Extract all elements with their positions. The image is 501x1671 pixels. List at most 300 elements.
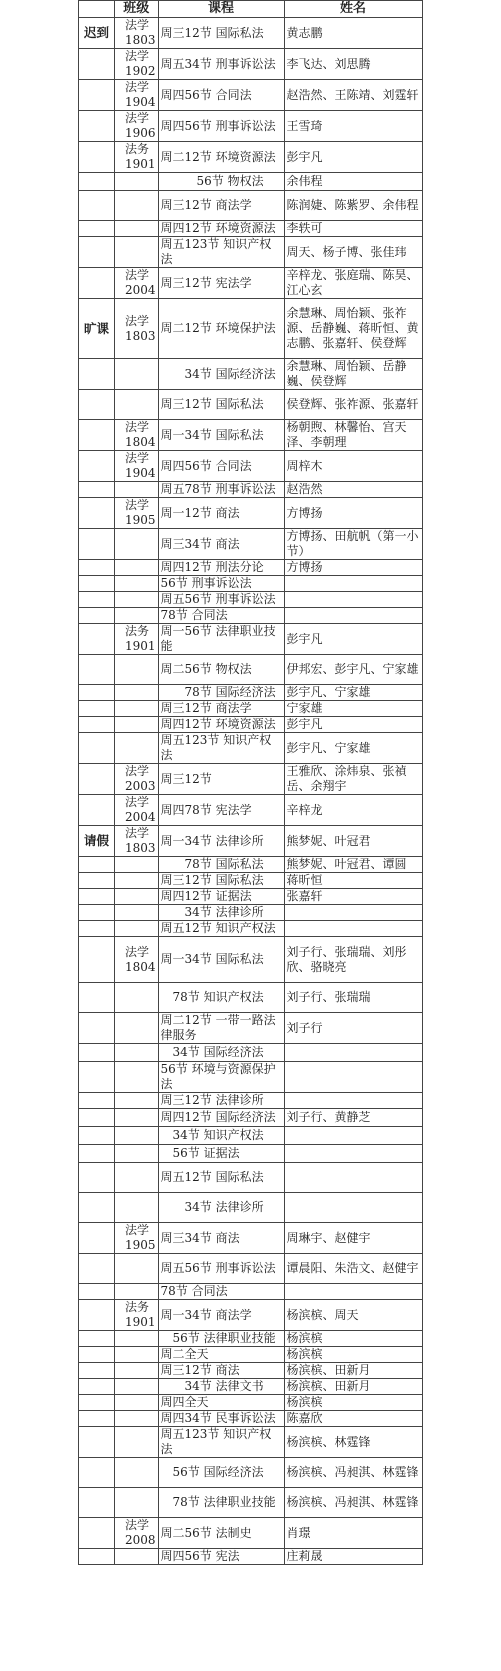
names-cell — [284, 1145, 422, 1163]
category-cell — [79, 49, 115, 80]
table-row — [79, 1223, 423, 1254]
category-cell — [79, 1062, 115, 1093]
course-cell: 34节 法律文书 — [158, 1379, 284, 1395]
class-cell — [115, 1127, 159, 1145]
table-row — [79, 1395, 423, 1411]
names-cell: 刘子行、张瑞瑞、刘彤欣、骆晓亮 — [284, 937, 422, 983]
class-cell: 法学1905 — [115, 1223, 159, 1254]
category-cell — [79, 268, 115, 299]
class-cell: 法务1901 — [115, 624, 159, 655]
course-cell: 周四56节 合同法 — [158, 80, 284, 111]
names-cell: 杨滨槟、林霆锋 — [284, 1427, 422, 1458]
course-cell: 周五78节 刑事诉讼法 — [158, 482, 284, 498]
names-cell: 庄莉晟 — [284, 1549, 422, 1565]
names-cell — [284, 1044, 422, 1062]
names-cell: 方博扬 — [284, 560, 422, 576]
names-cell: 余慧琳、周怡颖、张祚源、岳静巍、蒋昕恒、黄志鹏、张嘉轩、侯登辉 — [284, 299, 422, 359]
category-cell — [79, 937, 115, 983]
table-row — [79, 142, 423, 173]
category-cell — [79, 576, 115, 592]
class-cell — [115, 482, 159, 498]
category-cell — [79, 592, 115, 608]
course-cell: 56节 法律职业技能 — [158, 1331, 284, 1347]
category-cell: 迟到 — [79, 18, 115, 49]
table-row — [79, 268, 423, 299]
class-cell: 法学1803 — [115, 18, 159, 49]
table-row — [79, 237, 423, 268]
course-cell: 周五56节 刑事诉讼法 — [158, 1254, 284, 1284]
table-row — [79, 451, 423, 482]
names-cell: 杨滨槟 — [284, 1331, 422, 1347]
class-cell: 法学1906 — [115, 111, 159, 142]
table-row — [79, 1044, 423, 1062]
header-category — [79, 1, 115, 18]
names-cell: 彭宇凡、宁家雄 — [284, 685, 422, 701]
course-cell: 周三12节 商法 — [158, 1363, 284, 1379]
names-cell: 方博扬、田航帆（第一小节） — [284, 529, 422, 560]
course-cell: 周二56节 法制史 — [158, 1518, 284, 1549]
course-cell: 56节 国际经济法 — [158, 1458, 284, 1488]
class-cell — [115, 592, 159, 608]
names-cell: 方博扬 — [284, 498, 422, 529]
class-cell: 法学2008 — [115, 1518, 159, 1549]
category-cell — [79, 1109, 115, 1127]
category-cell — [79, 983, 115, 1013]
table-row — [79, 1254, 423, 1284]
category-cell — [79, 111, 115, 142]
names-cell: 蒋昕恒 — [284, 873, 422, 889]
names-cell: 刘子行、张瑞瑞 — [284, 983, 422, 1013]
names-cell: 杨滨槟、田新月 — [284, 1379, 422, 1395]
names-cell: 黄志鹏 — [284, 18, 422, 49]
table-row — [79, 1013, 423, 1044]
table-row — [79, 983, 423, 1013]
category-cell — [79, 359, 115, 390]
class-cell — [115, 173, 159, 191]
course-cell: 周一34节 商法学 — [158, 1300, 284, 1331]
names-cell: 杨滨槟、冯昶淇、林霆锋 — [284, 1458, 422, 1488]
category-cell — [79, 529, 115, 560]
class-cell — [115, 1363, 159, 1379]
class-cell — [115, 608, 159, 624]
course-cell: 周四12节 刑法分论 — [158, 560, 284, 576]
course-cell: 周五12节 知识产权法 — [158, 921, 284, 937]
class-cell — [115, 701, 159, 717]
course-cell: 56节 刑事诉讼法 — [158, 576, 284, 592]
names-cell: 熊梦妮、叶冠君 — [284, 826, 422, 857]
names-cell: 杨滨槟、冯昶淇、林霆锋 — [284, 1488, 422, 1518]
category-cell — [79, 921, 115, 937]
class-cell — [115, 1145, 159, 1163]
table-row — [79, 482, 423, 498]
class-cell: 法务1901 — [115, 1300, 159, 1331]
table-row — [79, 560, 423, 576]
table-row — [79, 905, 423, 921]
table-row — [79, 529, 423, 560]
table-row — [79, 795, 423, 826]
category-cell — [79, 1127, 115, 1145]
course-cell: 78节 法律职业技能 — [158, 1488, 284, 1518]
names-cell: 周梓木 — [284, 451, 422, 482]
course-cell: 周五12节 国际私法 — [158, 1163, 284, 1193]
class-cell — [115, 921, 159, 937]
table-row — [79, 733, 423, 764]
names-cell: 王雪琦 — [284, 111, 422, 142]
course-cell: 34节 法律诊所 — [158, 905, 284, 921]
course-cell: 周一34节 法律诊所 — [158, 826, 284, 857]
names-cell: 王雅欣、涂炜泉、张禎岳、余翔宇 — [284, 764, 422, 795]
table-row — [79, 701, 423, 717]
class-cell — [115, 221, 159, 237]
table-row — [79, 685, 423, 701]
table-row — [79, 921, 423, 937]
category-cell — [79, 655, 115, 685]
class-cell — [115, 1549, 159, 1565]
table-row — [79, 1300, 423, 1331]
course-cell: 78节 知识产权法 — [158, 983, 284, 1013]
table-row — [79, 1145, 423, 1163]
names-cell: 杨滨槟、田新月 — [284, 1363, 422, 1379]
class-cell — [115, 1427, 159, 1458]
category-cell — [79, 1347, 115, 1363]
course-cell: 周四78节 宪法学 — [158, 795, 284, 826]
class-cell: 法学1904 — [115, 80, 159, 111]
class-cell — [115, 717, 159, 733]
table-row — [79, 221, 423, 237]
names-cell: 宁家雄 — [284, 701, 422, 717]
category-cell — [79, 1193, 115, 1223]
course-cell: 周三12节 国际私法 — [158, 873, 284, 889]
attendance-table-wrapper — [78, 0, 423, 1565]
class-cell: 法学1902 — [115, 49, 159, 80]
class-cell — [115, 1411, 159, 1427]
table-row — [79, 173, 423, 191]
course-cell: 34节 法律诊所 — [158, 1193, 284, 1223]
category-cell — [79, 764, 115, 795]
names-cell: 彭宇凡 — [284, 624, 422, 655]
course-cell: 34节 国际经济法 — [158, 1044, 284, 1062]
table-row — [79, 1458, 423, 1488]
table-row — [79, 420, 423, 451]
names-cell: 杨滨槟 — [284, 1395, 422, 1411]
course-cell: 周四56节 宪法 — [158, 1549, 284, 1565]
class-cell: 法学1905 — [115, 498, 159, 529]
category-cell — [79, 560, 115, 576]
class-cell — [115, 685, 159, 701]
names-cell — [284, 1284, 422, 1300]
class-cell — [115, 983, 159, 1013]
course-cell: 周一34节 国际私法 — [158, 420, 284, 451]
category-cell — [79, 482, 115, 498]
class-cell — [115, 1044, 159, 1062]
course-cell: 56节 证据法 — [158, 1145, 284, 1163]
table-row — [79, 359, 423, 390]
category-cell — [79, 1254, 115, 1284]
names-cell: 侯登辉、张祚源、张嘉轩 — [284, 390, 422, 420]
course-cell: 周四12节 证据法 — [158, 889, 284, 905]
table-row — [79, 764, 423, 795]
category-cell — [79, 420, 115, 451]
class-cell: 法学1904 — [115, 451, 159, 482]
names-cell: 陈嘉欣 — [284, 1411, 422, 1427]
names-cell: 刘子行、黄静芝 — [284, 1109, 422, 1127]
class-cell: 法学1803 — [115, 826, 159, 857]
names-cell: 辛梓龙 — [284, 795, 422, 826]
table-row — [79, 1062, 423, 1093]
course-cell: 周三12节 商法学 — [158, 191, 284, 221]
category-cell — [79, 1163, 115, 1193]
names-cell: 彭宇凡、宁家雄 — [284, 733, 422, 764]
category-cell — [79, 1044, 115, 1062]
table-row — [79, 608, 423, 624]
course-cell: 周三12节 商法学 — [158, 701, 284, 717]
names-cell — [284, 905, 422, 921]
class-cell — [115, 359, 159, 390]
names-cell: 彭宇凡 — [284, 142, 422, 173]
header-class: 班级 — [115, 1, 159, 18]
class-cell — [115, 1284, 159, 1300]
course-cell: 周五34节 刑事诉讼法 — [158, 49, 284, 80]
category-cell — [79, 1223, 115, 1254]
category-cell — [79, 1363, 115, 1379]
category-cell — [79, 905, 115, 921]
class-cell — [115, 1193, 159, 1223]
course-cell: 周四56节 合同法 — [158, 451, 284, 482]
table-row — [79, 1427, 423, 1458]
table-row — [79, 873, 423, 889]
table-row — [79, 80, 423, 111]
names-cell — [284, 1163, 422, 1193]
category-cell — [79, 1458, 115, 1488]
names-cell: 辛梓龙、张庭瑞、陈昊、江心玄 — [284, 268, 422, 299]
class-cell — [115, 889, 159, 905]
class-cell — [115, 237, 159, 268]
course-cell: 周五123节 知识产权法 — [158, 733, 284, 764]
class-cell — [115, 576, 159, 592]
table-row — [79, 1193, 423, 1223]
class-cell — [115, 1062, 159, 1093]
class-cell — [115, 905, 159, 921]
table-row — [79, 576, 423, 592]
table-row — [79, 191, 423, 221]
names-cell: 熊梦妮、叶冠君、谭圆 — [284, 857, 422, 873]
course-cell: 34节 知识产权法 — [158, 1127, 284, 1145]
names-cell: 杨滨槟 — [284, 1347, 422, 1363]
names-cell — [284, 1193, 422, 1223]
course-cell: 周一56节 法律职业技能 — [158, 624, 284, 655]
table-row — [79, 1331, 423, 1347]
class-cell — [115, 1109, 159, 1127]
table-row — [79, 1093, 423, 1109]
category-cell: 旷课 — [79, 299, 115, 359]
names-cell: 李飞达、刘思腾 — [284, 49, 422, 80]
category-cell — [79, 889, 115, 905]
class-cell — [115, 390, 159, 420]
course-cell: 周四全天 — [158, 1395, 284, 1411]
class-cell: 法学1803 — [115, 299, 159, 359]
names-cell: 张嘉轩 — [284, 889, 422, 905]
class-cell — [115, 857, 159, 873]
table-row — [79, 1109, 423, 1127]
names-cell: 周琳宇、赵健宇 — [284, 1223, 422, 1254]
course-cell: 周二12节 环境资源法 — [158, 142, 284, 173]
names-cell: 彭宇凡 — [284, 717, 422, 733]
names-cell — [284, 1127, 422, 1145]
header-course: 课程 — [158, 1, 284, 18]
class-cell — [115, 1254, 159, 1284]
names-cell: 余伟程 — [284, 173, 422, 191]
class-cell — [115, 1347, 159, 1363]
names-cell: 赵浩然 — [284, 482, 422, 498]
course-cell: 周二12节 环境保护法 — [158, 299, 284, 359]
category-cell — [79, 1145, 115, 1163]
course-cell: 周四12节 国际经济法 — [158, 1109, 284, 1127]
class-cell — [115, 733, 159, 764]
course-cell: 周三34节 商法 — [158, 529, 284, 560]
category-cell — [79, 451, 115, 482]
course-cell: 周一34节 国际私法 — [158, 937, 284, 983]
names-cell: 杨滨槟、周天 — [284, 1300, 422, 1331]
category-cell — [79, 498, 115, 529]
table-row — [79, 1488, 423, 1518]
category-cell — [79, 1518, 115, 1549]
category-cell — [79, 80, 115, 111]
table-row — [79, 49, 423, 80]
table-row — [79, 18, 423, 49]
table-row — [79, 889, 423, 905]
course-cell: 周三12节 国际私法 — [158, 390, 284, 420]
category-cell — [79, 237, 115, 268]
table-row — [79, 1347, 423, 1363]
course-cell: 周四56节 刑事诉讼法 — [158, 111, 284, 142]
course-cell: 周二12节 一带一路法律服务 — [158, 1013, 284, 1044]
category-cell — [79, 142, 115, 173]
table-row — [79, 111, 423, 142]
category-cell — [79, 221, 115, 237]
table-row — [79, 1379, 423, 1395]
table-row — [79, 1127, 423, 1145]
class-cell — [115, 1093, 159, 1109]
class-cell: 法学2003 — [115, 764, 159, 795]
class-cell: 法学1804 — [115, 937, 159, 983]
class-cell — [115, 873, 159, 889]
attendance-table — [78, 0, 423, 1565]
class-cell — [115, 1395, 159, 1411]
category-cell — [79, 1300, 115, 1331]
class-cell: 法学2004 — [115, 795, 159, 826]
course-cell: 周一12节 商法 — [158, 498, 284, 529]
category-cell — [79, 1411, 115, 1427]
table-row — [79, 498, 423, 529]
table-row — [79, 1363, 423, 1379]
names-cell: 赵浩然、王陈靖、刘霆轩 — [284, 80, 422, 111]
category-cell: 请假 — [79, 826, 115, 857]
course-cell: 周五123节 知识产权法 — [158, 237, 284, 268]
names-cell — [284, 921, 422, 937]
course-cell: 周三12节 — [158, 764, 284, 795]
class-cell — [115, 529, 159, 560]
table-row — [79, 390, 423, 420]
category-cell — [79, 685, 115, 701]
category-cell — [79, 795, 115, 826]
category-cell — [79, 1013, 115, 1044]
course-cell: 周二全天 — [158, 1347, 284, 1363]
course-cell: 56节 环境与资源保护法 — [158, 1062, 284, 1093]
header-names: 姓名 — [284, 1, 422, 18]
names-cell: 周天、杨子博、张佳玮 — [284, 237, 422, 268]
names-cell — [284, 592, 422, 608]
table-row — [79, 1284, 423, 1300]
course-cell: 周四12节 环境资源法 — [158, 717, 284, 733]
category-cell — [79, 733, 115, 764]
class-cell — [115, 1488, 159, 1518]
category-cell — [79, 608, 115, 624]
course-cell: 周四12节 环境资源法 — [158, 221, 284, 237]
class-cell: 法学1804 — [115, 420, 159, 451]
names-cell — [284, 576, 422, 592]
table-row — [79, 624, 423, 655]
table-row — [79, 1163, 423, 1193]
course-cell: 78节 国际私法 — [158, 857, 284, 873]
class-cell — [115, 1013, 159, 1044]
class-cell: 法学2004 — [115, 268, 159, 299]
category-cell — [79, 873, 115, 889]
names-cell: 伊邦宏、彭宇凡、宁家雄 — [284, 655, 422, 685]
category-cell — [79, 1093, 115, 1109]
course-cell: 周二56节 物权法 — [158, 655, 284, 685]
table-row — [79, 1518, 423, 1549]
category-cell — [79, 1488, 115, 1518]
names-cell: 余慧琳、周怡颖、岳静巍、侯登辉 — [284, 359, 422, 390]
course-cell: 78节 合同法 — [158, 1284, 284, 1300]
category-cell — [79, 191, 115, 221]
class-cell — [115, 1331, 159, 1347]
names-cell: 刘子行 — [284, 1013, 422, 1044]
course-cell: 周三12节 国际私法 — [158, 18, 284, 49]
table-row — [79, 1411, 423, 1427]
names-cell: 陈润婕、陈紫罗、余伟程 — [284, 191, 422, 221]
course-cell: 周五56节 刑事诉讼法 — [158, 592, 284, 608]
table-row — [79, 857, 423, 873]
table-row — [79, 655, 423, 685]
category-cell — [79, 1549, 115, 1565]
course-cell: 78节 合同法 — [158, 608, 284, 624]
table-row — [79, 1549, 423, 1565]
course-cell: 78节 国际经济法 — [158, 685, 284, 701]
course-cell: 周三12节 法律诊所 — [158, 1093, 284, 1109]
table-row — [79, 937, 423, 983]
course-cell: 周三12节 宪法学 — [158, 268, 284, 299]
class-cell — [115, 560, 159, 576]
table-row — [79, 826, 423, 857]
table-row — [79, 299, 423, 359]
category-cell — [79, 1395, 115, 1411]
names-cell — [284, 608, 422, 624]
class-cell — [115, 1379, 159, 1395]
category-cell — [79, 717, 115, 733]
class-cell: 法务1901 — [115, 142, 159, 173]
category-cell — [79, 1379, 115, 1395]
table-row — [79, 717, 423, 733]
course-cell: 56节 物权法 — [158, 173, 284, 191]
category-cell — [79, 1284, 115, 1300]
class-cell — [115, 1458, 159, 1488]
course-cell: 周四34节 民事诉讼法 — [158, 1411, 284, 1427]
category-cell — [79, 1331, 115, 1347]
category-cell — [79, 857, 115, 873]
names-cell: 谭晨阳、朱浩文、赵健宇 — [284, 1254, 422, 1284]
class-cell — [115, 1163, 159, 1193]
